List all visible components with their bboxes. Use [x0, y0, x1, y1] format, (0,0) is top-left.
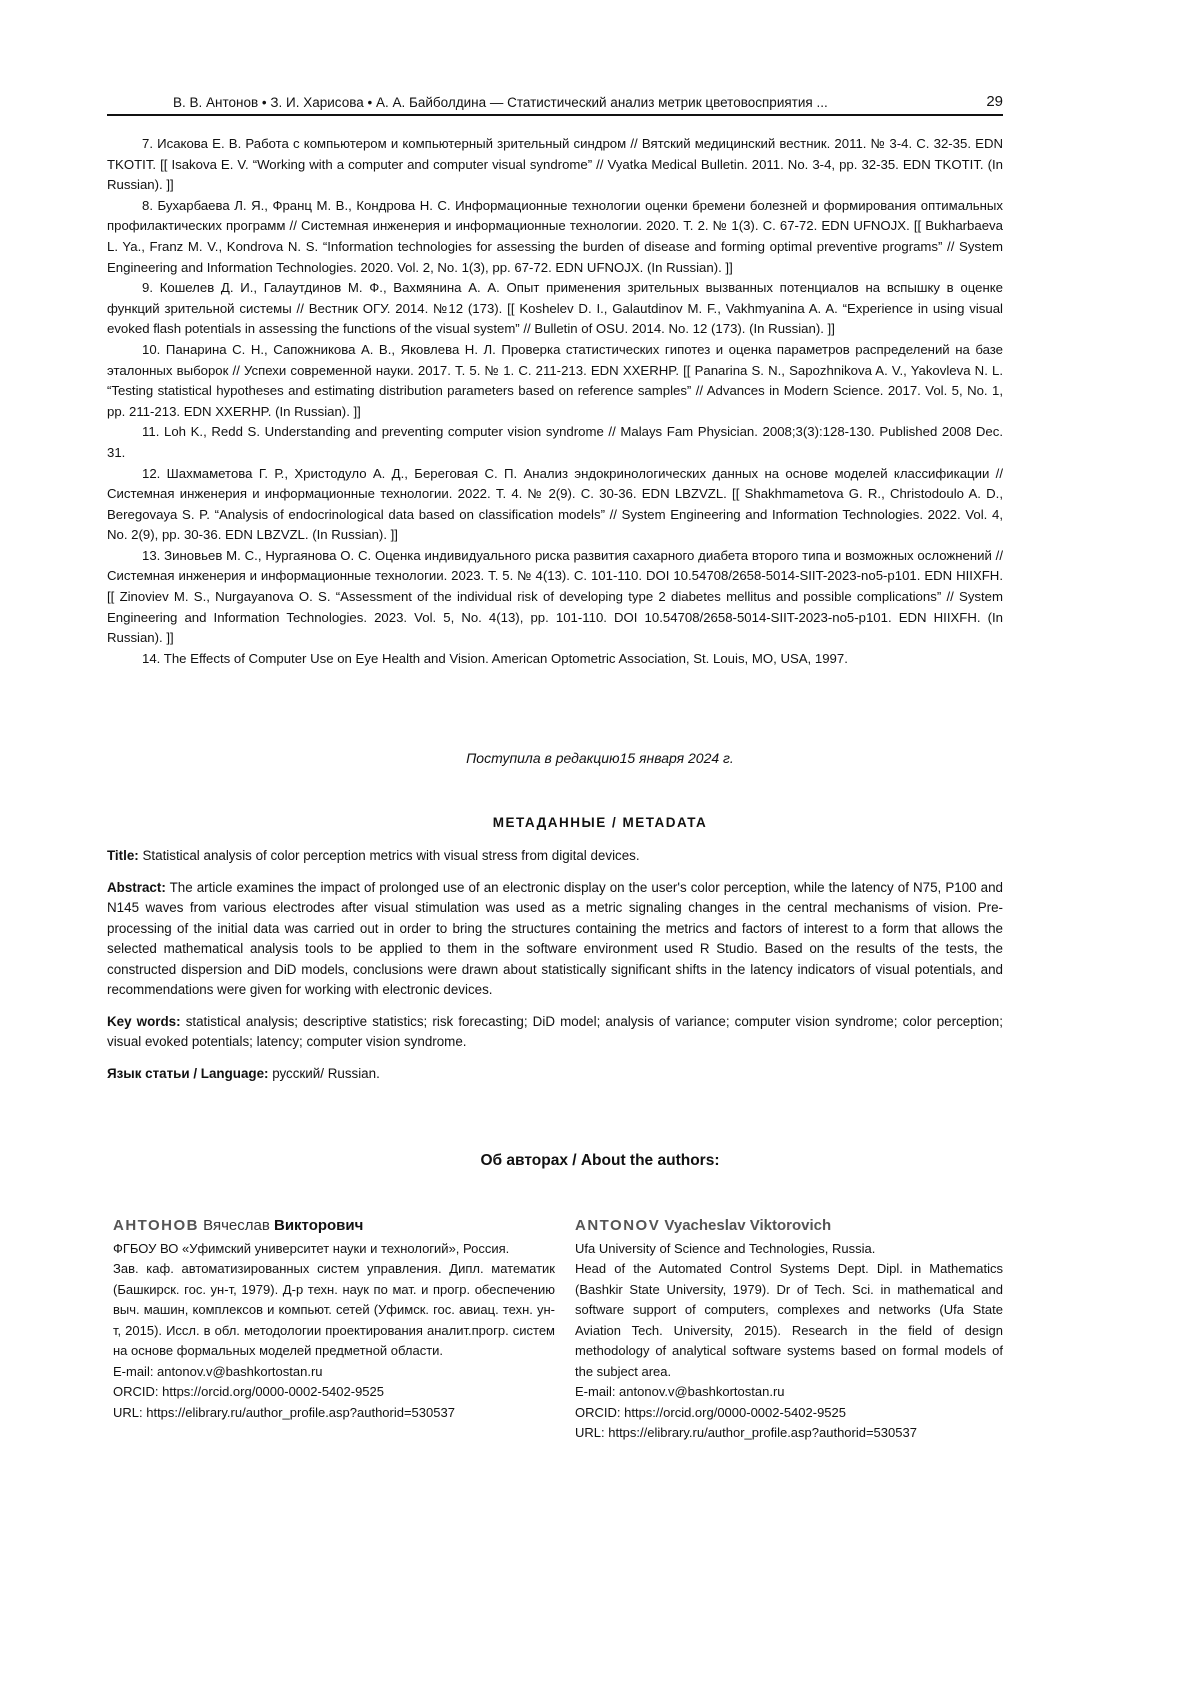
about-authors-heading: Об авторах / About the authors:	[0, 1152, 1200, 1170]
running-title: В. В. Антонов • З. И. Харисова • А. А. Байболдина — Статистический анализ метрик цветовосприятия ...	[173, 95, 828, 110]
url[interactable]: URL: https://elibrary.ru/author_profile.asp?authorid=530537	[113, 1403, 555, 1424]
affiliation: Ufa University of Science and Technologies, Russia.	[575, 1239, 1003, 1260]
received-date: Поступила в редакцию15 января 2024 г.	[0, 750, 1200, 766]
url[interactable]: URL: https://elibrary.ru/author_profile.asp?authorid=530537	[575, 1423, 1003, 1444]
keywords-text: statistical analysis; descriptive statistics; risk forecasting; DiD model; analysis of variance; computer vision syndrome; color perception; visual evoked potentials; latency; computer vision syndrome.	[107, 1014, 1003, 1050]
orcid[interactable]: ORCID: https://orcid.org/0000-0002-5402-9525	[575, 1403, 1003, 1424]
reference-list	[107, 134, 1003, 669]
reference-item: 13. Зиновьев М. С., Нургаянова О. С. Оценка индивидуального риска развития сахарного диабета второго типа и возможных осложнений // Системная инженерия и информационные технологии. 2023. Т. 5. № 4(13). С. 101-110. DOI 10.54708/2658-5014-SIIT-2023-no5-p101. EDN HIIXFH. [[ Zinoviev M. S., Nurgayanova O. S. “Assessment of the individual risk of developing type 2 diabetes mellitus and possible complications” // System Engineering and Information Technologies. 2023. Vol. 5, No. 4(13), pp. 101-110. DOI 10.54708/2658-5014-SIIT-2023-no5-p101. EDN HIIXFH. (In Russian). ]]	[107, 546, 1003, 649]
reference-item: 12. Шахмаметова Г. Р., Христодуло А. Д., Береговая С. П. Анализ эндокринологических данных на основе моделей классификации // Системная инженерия и информационные технологии. 2022. Т. 4. № 2(9). С. 30-36. EDN LBZVZL. [[ Shakhmametova G. R., Christodoulo A. D., Beregovaya S. P. “Analysis of endocrinological data based on classification models” // System Engineering and Information Technologies. 2022. Vol. 4, No. 2(9), pp. 30-36. EDN LBZVZL. (In Russian). ]]	[107, 464, 1003, 546]
language-label: Язык статьи / Language:	[107, 1066, 268, 1081]
metadata-language	[107, 1064, 1003, 1085]
metadata-block	[107, 846, 1003, 1095]
reference-item: 9. Кошелев Д. И., Галаутдинов М. Ф., Вахмянина А. А. Опыт применения зрительных вызванных потенциалов на вспышку в оценке функций зрительной системы // Вестник ОГУ. 2014. №12 (173). [[ Koshelev D. I., Galautdinov M. F., Vakhmyanina A. A. “Experience in using visual evoked flash potentials in assessing the functions of the visual system” // Bulletin of OSU. 2014. No. 12 (173). (In Russian). ]]	[107, 278, 1003, 340]
metadata-abstract	[107, 878, 1003, 1001]
author-en	[575, 1216, 1003, 1444]
metadata-heading: МЕТАДАННЫЕ / METADATA	[0, 815, 1200, 830]
bio: Head of the Automated Control Systems Dept. Dipl. in Mathematics (Bashkir State University, 1979). Dr of Tech. Sci. in mathematical and software support of computers, complexes and networks (Ufa State Aviation Tech. University, 2015). Research in the field of design methodology of analytical software systems based on formal models of the subject area.	[575, 1259, 1003, 1382]
reference-item: 8. Бухарбаева Л. Я., Франц М. В., Кондрова Н. С. Информационные технологии оценки бремени болезней и формирования оптимальных профилактических программ // Системная инженерия и информационные технологии. 2020. Т. 2. № 1(3). С. 67-72. EDN UFNOJX. [[ Bukharbaeva L. Ya., Franz M. V., Kondrova N. S. “Information technologies for assessing the burden of disease and forming optimal preventive programs” // System Engineering and Information Technologies. 2020. Vol. 2, No. 1(3), pp. 67-72. EDN UFNOJX. (In Russian). ]]	[107, 196, 1003, 278]
page-number: 29	[986, 93, 1003, 110]
abstract-label: Abstract:	[107, 880, 166, 895]
metadata-keywords	[107, 1012, 1003, 1053]
reference-item: 11. Loh K., Redd S. Understanding and preventing computer vision syndrome // Malays Fam Physician. 2008;3(3):128-130. Published 2008 Dec. 31.	[107, 422, 1003, 463]
surname: ANTONOV	[575, 1217, 660, 1234]
surname: АНТОНОВ	[113, 1217, 199, 1234]
abstract-text: The article examines the impact of prolonged use of an electronic display on the user's color perception, while the latency of N75, P100 and N145 waves from various electrodes after visual stimulation was used as a metric signaling changes in the central mechanisms of vision. Pre-processing of the initial data was carried out in order to bring the structures containing the metrics and factors of interest to a form that allows the selected mathematical analysis tools to be applied to them in the software environment used R Studio. Based on the results of the tests, the constructed dispersion and DiD models, conclusions were drawn about statistically significant shifts in the latency indicators of visual potentials, and recommendations were given for working with electronic devices.	[107, 880, 1003, 998]
affiliation: ФГБОУ ВО «Уфимский университет науки и технологий», Россия.	[113, 1239, 555, 1260]
title-text: Statistical analysis of color perception metrics with visual stress from digital devices.	[139, 848, 640, 863]
author-ru	[113, 1216, 555, 1423]
given-names: Vyacheslav Viktorovich	[660, 1217, 831, 1234]
language-text: русский/ Russian.	[268, 1066, 379, 1081]
metadata-title	[107, 846, 1003, 867]
orcid[interactable]: ORCID: https://orcid.org/0000-0002-5402-9525	[113, 1382, 555, 1403]
author-name-ru	[113, 1216, 555, 1237]
email[interactable]: E-mail: antonov.v@bashkortostan.ru	[575, 1382, 1003, 1403]
email[interactable]: E-mail: antonov.v@bashkortostan.ru	[113, 1362, 555, 1383]
patronymic: Викторович	[274, 1217, 363, 1234]
title-label: Title:	[107, 848, 139, 863]
running-header	[107, 92, 1003, 116]
keywords-label: Key words:	[107, 1014, 181, 1029]
reference-item: 14. The Effects of Computer Use on Eye Health and Vision. American Optometric Association, St. Louis, MO, USA, 1997.	[107, 649, 1003, 670]
reference-item: 7. Исакова Е. В. Работа с компьютером и компьютерный зрительный синдром // Вятский медицинский вестник. 2011. № 3-4. С. 32-35. EDN TKOTIT. [[ Isakova E. V. “Working with a computer and computer visual syndrome” // Vyatka Medical Bulletin. 2011. No. 3-4, pp. 32-35. EDN TKOTIT. (In Russian). ]]	[107, 134, 1003, 196]
author-name-en	[575, 1216, 1003, 1237]
bio: Зав. каф. автоматизированных систем управления. Дипл. математик (Башкирск. гос. ун-т, 1979). Д-р техн. наук по мат. и прогр. обеспечению выч. машин, комплексов и компьют. сетей (Уфимск. гос. авиац. техн. ун-т, 2015). Иссл. в обл. методологии проектирования аналит.прогр. систем на основе формальных моделей предметной области.	[113, 1259, 555, 1362]
reference-item: 10. Панарина С. Н., Сапожникова А. В., Яковлева Н. Л. Проверка статистических гипотез и оценка параметров распределений на базе эталонных выборок // Успехи современной науки. 2017. Т. 5. № 1. С. 211-213. EDN XXERHP. [[ Panarina S. N., Sapozhnikova A. V., Yakovleva N. L. “Testing statistical hypotheses and estimating distribution parameters based on reference samples” // Advances in Modern Science. 2017. Vol. 5, No. 1, pp. 211-213. EDN XXERHP. (In Russian). ]]	[107, 340, 1003, 422]
first-name: Вячеслав	[199, 1217, 274, 1234]
